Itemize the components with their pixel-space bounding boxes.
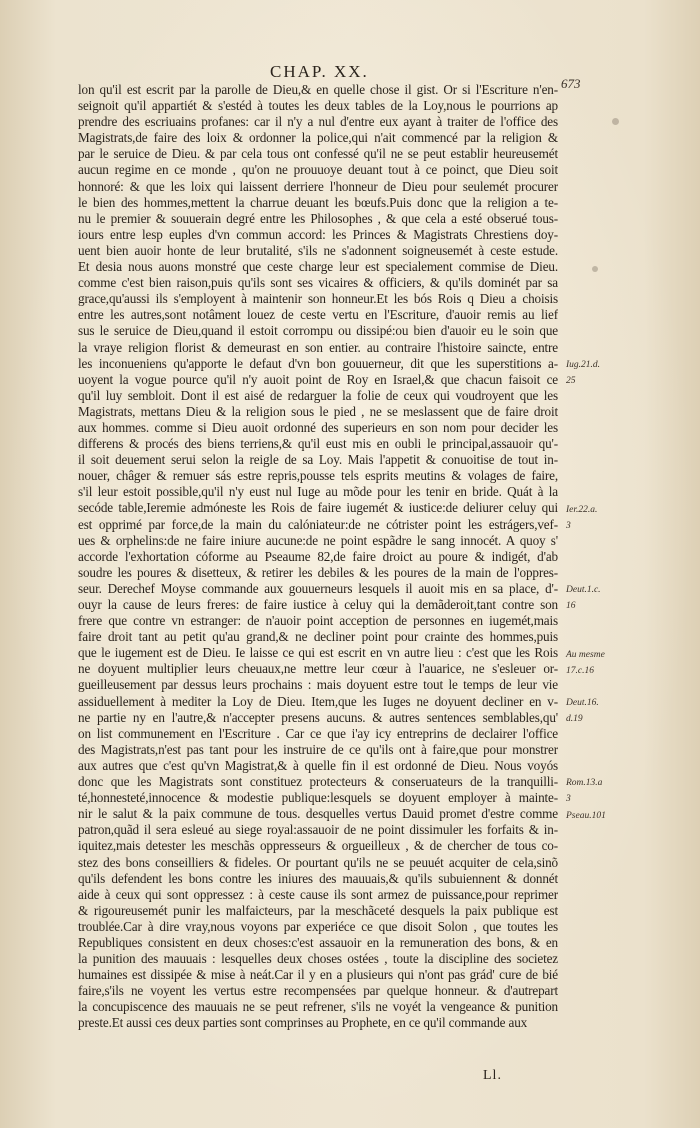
text-line: est opprimé par force,de la main du calóniateur:de ne cótrister point les estrágers,vef- <box>78 516 558 532</box>
text-line: qu'ils defendent les bons contre les iniures des mauuais,& qu'ils subuiennent & donnét <box>78 870 558 886</box>
text-line: Et desia nous auons monstré que ceste charge leur est specialement commise de Dieu. <box>78 259 558 275</box>
text-line: faire droit tant au petit qu'au grand,& ne decliner point pour crainte des hommes,puis <box>78 629 558 645</box>
text-line: seignoit qu'il appartiét & s'estéd à toutes les deux tables de la Loy,nous le pourrions ap <box>78 98 558 114</box>
chapter-heading: CHAP. XX. <box>270 62 369 81</box>
body-text <box>78 82 558 1032</box>
text-line: té,honnesteté,innocence & modestie publique:lesquels se doyuent employer à mainte- <box>78 790 558 806</box>
text-line: uoyent la vogue pource qu'il n'y auoit point de Roy en Israel,& que chacun faisoit ce <box>78 371 558 387</box>
text-line: que le iugement est de Dieu. Ie laisse ce qui est escrit en vn autre lieu : c'est que les Rois <box>78 645 558 661</box>
text-line: accorde l'exhortation cóforme au Pseaume 82,de faire droict au poure & indigét, d'ab <box>78 548 558 564</box>
text-line: comme c'est bien raison,puis qu'ils sont ses vicaires & officiers, & qu'ils dominét par sa <box>78 275 558 291</box>
text-line: qu'il luy sembloit. Dont il est aisé de redarguer la folie de ceux qui voudroyent que les <box>78 387 558 403</box>
text-line: la vraye religion florist & demeurast en son entier. au contraire l'histoire saincte, entre <box>78 339 558 355</box>
text-line: troublée.Car à dire vray,nous voyons par experiéce ce que disoit Solon , que toutes les <box>78 918 558 934</box>
text-line: patron,quãd il sera esleué au siege royal:assauoir de ne point dissimuler les forfaits & in- <box>78 822 558 838</box>
text-line: Magistrats, mettans Dieu & la religion sous le pied , ne se meslassent que de faire droit <box>78 403 558 419</box>
text-line: grace,qu'aussi ils s'employent à maintenir son honneur.Et les bós Rois q Dieu a choisis <box>78 291 558 307</box>
text-line: la punition des mauuais : lesquelles deux choses ostées , toute la discipline des societez <box>78 951 558 967</box>
ink-spot <box>612 118 619 125</box>
margin-reference: Pseau.101 <box>566 810 606 821</box>
text-line: entre les autres,sont notâment louez de ceste vertu en l'Escriture, d'auoir remis au lief <box>78 307 558 323</box>
margin-reference: 17.c.16 <box>566 665 594 676</box>
text-line: uent bien auoir honte de leur brutalité, s'ils ne s'adonnent soigneusemét à ceste estude. <box>78 242 558 258</box>
margin-reference: d.19 <box>566 713 583 724</box>
margin-reference: 3 <box>566 794 571 805</box>
text-line: iours entre lesp euples d'vn commun accord: les Princes & Magistrats Chrestiens doy- <box>78 226 558 242</box>
text-line: lon qu'il est escrit par la parolle de Dieu,& en quelle chose il gist. Or si l'Escriture n'en- <box>78 82 558 97</box>
text-line: on list communement en l'Escriture . Car ce que i'ay icy entreprins de declairer l'office <box>78 725 558 741</box>
text-line: assiduellement à mediter la Loy de Dieu. Item,que les Iuges ne doyuent decliner en v- <box>78 693 558 709</box>
text-line: faire,s'ils ne voyent les vertus estre recompensées par quelque honneur. & d'autrepart <box>78 983 558 999</box>
text-line: nu le premier & souuerain degré entre les Philosophes , & que cela a esté obserué tous- <box>78 210 558 226</box>
text-line: aux hommes. comme si Dieu auoit ordonné des superieurs en son nom pour decider les <box>78 419 558 435</box>
text-line: soudre les poures & disetteux, & retirer les debiles & les poures de la main de l'oppres- <box>78 564 558 580</box>
text-line: le bien des hommes,mettent la charrue deuant les bœufs.Puis donc que la religion a te- <box>78 194 558 210</box>
margin-reference: Ier.22.a. <box>566 504 598 515</box>
text-line: s'il leur estoit possible,qu'il n'y eust nul Iuge au mõde pour les tenir en bride. Quát à la <box>78 484 558 500</box>
margin-reference: Rom.13.a <box>566 778 603 789</box>
text-line: Magistrats,de faire des loix & ordonner la police,qui n'ait commencé par la religion & <box>78 130 558 146</box>
text-line: aux autres que c'est qu'vn Magistrat,& à quelle fin il est ordonné de Dieu. Nous voyós <box>78 757 558 773</box>
text-line: differens & procés des biens terriens,& qu'il eust mis en oubli le principal,assauoir qu'- <box>78 436 558 452</box>
margin-reference: 25 <box>566 375 576 386</box>
text-line: nouer, châger & remuer sás estre repris,pousse tels esprits meutins & volages de faire, <box>78 468 558 484</box>
page-number: 673 <box>561 76 581 91</box>
text-line: iquitez,mais detester les meschãs oppresseurs & orgueilleux , & de chercher de tous co- <box>78 838 558 854</box>
margin-reference: Deut.1.c. <box>566 585 601 596</box>
text-line: des Magistrats,n'est pas tant pour les instruire de ce qu'ils ont à faire,que pour monstrer <box>78 741 558 757</box>
text-line: humaines est dissipée & mise à neát.Car il y en a plusieurs qui n'ont pas grád' cure de bié <box>78 967 558 983</box>
text-line: gueilleusement par dessus leurs prochains : mais doyuent estre tout le temps de leur vie <box>78 677 558 693</box>
text-line: frere que contre vn estranger: de n'auoir point acception de personnes en iugemét,mais <box>78 613 558 629</box>
text-line: par le seruice de Dieu. & par cela tous ont confessé qu'il ne se peut establir heureusemét <box>78 146 558 162</box>
text-line: secóde table,Ieremie admóneste les Rois de faire iugemét & iustice:de deliurer celuy qui <box>78 500 558 516</box>
text-line: aide à ceux qui sont oppressez : à ceste cause ils sont armez de puissance,pour reprimer <box>78 886 558 902</box>
text-line: preste.Et aussi ces deux parties sont comprinses au Prophete, en ce qu'il commande aux <box>78 1015 528 1031</box>
margin-reference: Deut.16. <box>566 697 599 708</box>
text-line: donc que les Magistrats sont constituez protecteurs & conseruateurs de la tranquilli- <box>78 774 558 790</box>
text-line: Republiques consistent en deux choses:c'est assauoir en la remuneration des bons, & en <box>78 934 558 950</box>
signature-mark: Ll. <box>483 1068 502 1083</box>
margin-reference: Iug.21.d. <box>566 359 601 370</box>
text-line: les inconueniens qu'apporte le defaut d'vn bon gouuerneur, dit que les superstitions a- <box>78 355 558 371</box>
text-line: stez des bons conseilliers & fideles. Or pourtant qu'ils ne se peuuét acquiter de cela,sinõ <box>78 854 558 870</box>
text-line: seur. Derechef Moyse commande aux gouuerneurs lesquels il auoit mis en sa place, d'- <box>78 580 558 596</box>
text-line: ues & orphelins:de ne faire iniure aucune:de ne point espãdre le sang innocét. A quoy s' <box>78 532 558 548</box>
text-line: & rigoureusemét punir les malfaicteurs, par la meschãceté desquels la paix publique est <box>78 902 558 918</box>
text-line: la concupiscence des mauuais ne se peut refrener, s'ils ne voyét la vengeance & punition <box>78 999 558 1015</box>
text-line: honnoré: & que les loix qui laissent derriere l'honneur de Dieu pour seulemét procurer <box>78 178 558 194</box>
text-line: prendre des escriuains profanes: car il n'y a nul d'entre eux ayant à traiter de l'office des <box>78 114 558 130</box>
ink-spot <box>592 266 598 272</box>
text-line: nir le salut & la paix commune de tous. desquelles vertus Dauid promet d'estre comme <box>78 806 558 822</box>
text-line: il soit deuement serui selon la reigle de sa Loy. Mais l'appetit & conuoitise de tout in- <box>78 452 558 468</box>
text-line: ouyr la cause de leurs freres: de faire iustice à celuy qui la demãderoit,tant contre son <box>78 597 558 612</box>
text-line: ne partie ny en l'autre,& n'accepter presens aucuns. & autres sentences semblables,qu' <box>78 709 558 725</box>
text-line: aucun regime en ce monde , qu'on ne prouuoye deuant tout à ce poinct, que Dieu soit <box>78 162 558 178</box>
margin-reference: Au mesme <box>566 649 605 660</box>
text-line: sus le seruice de Dieu,quand il estoit corrompu ou dissipé:ou bien d'auoir eu le soin que <box>78 323 558 339</box>
margin-reference: 3 <box>566 520 571 531</box>
margin-reference: 16 <box>566 601 576 612</box>
text-line: ne doyuent multiplier leurs cheuaux,ne mettre leur cœur à l'auarice, ne s'esleuer or- <box>78 661 558 677</box>
